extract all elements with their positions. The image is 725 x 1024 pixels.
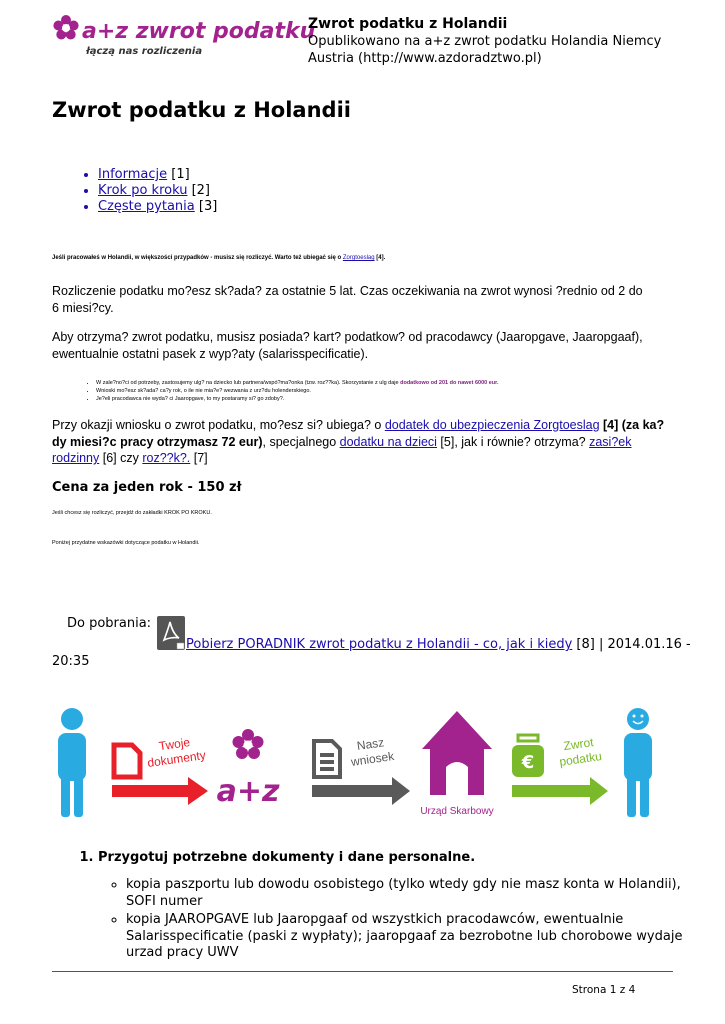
page-title: Zwrot podatku z Holandii xyxy=(52,98,351,122)
step-label-documents-2: dokumenty xyxy=(146,747,207,770)
tips-item xyxy=(96,379,499,387)
arrow-icon xyxy=(112,777,208,805)
tips-list xyxy=(86,379,499,403)
tips-highlight: dodatkowo od 201 do nawet 6000 eur. xyxy=(400,380,499,386)
step-label-documents-1: Twoje xyxy=(157,734,191,754)
svg-text:€: € xyxy=(521,752,535,773)
form-icon xyxy=(314,741,340,777)
paragraph-documents: Aby otrzyma? zwrot podatku, musisz posiada? kart? podatkow? od pracodawcy (Jaaropgave, Jaaropgaaf), ewentualnie ostatni pasek z wyp?aty (salarisspecificatie). xyxy=(52,330,643,361)
step-label-application-2: wniosek xyxy=(350,749,395,769)
tips-item xyxy=(96,395,499,403)
document-icon xyxy=(114,745,140,777)
tab-link-krok-po-kroku[interactable]: Krok po kroku xyxy=(98,183,188,198)
download-meta: [8] | 2014.01.16 - xyxy=(572,637,691,652)
step-label-application-1: Nasz xyxy=(355,735,385,753)
step-subitem: ◦ kopia JAAROPGAVE lub Jaaropgaaf od wszystkich pracodawców, ewentualnie Salarisspecificatie (paski z wypłaty); jaaropgaaf za bezrobotne lub chorobowe wydaje urzad pracy UWV xyxy=(126,912,688,962)
step-label-refund-1: Zwrot xyxy=(562,735,595,754)
benefits-text: , specjalnego xyxy=(262,434,340,449)
header-title: Zwrot podatku z Holandii xyxy=(308,16,508,32)
star-icon xyxy=(53,15,78,40)
header-published: Opublikowano na a+z zwrot podatku Holandia Niemcy Austria (http://www.azdoradztwo.pl) xyxy=(308,34,662,66)
step-title: Przygotuj potrzebne dokumenty i dane personalne. xyxy=(98,850,476,865)
page-number: Strona 1 z 4 xyxy=(572,984,636,996)
site-logo[interactable] xyxy=(52,14,316,58)
download-guide-link[interactable]: Pobierz PORADNIK zwrot podatku z Holandii - co, jak i kiedy xyxy=(186,637,573,652)
paragraph-benefits xyxy=(52,417,667,467)
tips-text: Je?eli pracodawca nie wyda? ci Jaaropgave, to my postaramy si? go zdoby?. xyxy=(96,396,285,402)
money-bag-icon xyxy=(512,735,544,777)
footer-divider xyxy=(52,971,673,972)
intro-note xyxy=(52,255,385,261)
steps-list xyxy=(80,850,688,964)
tab-ref: [1] xyxy=(171,167,190,182)
separation-link[interactable]: roz??k?. xyxy=(142,451,191,465)
child-benefit-link[interactable]: dodatku na dzieci xyxy=(339,434,437,449)
benefits-text: Przy okazji wniosku o zwrot podatku, mo?esz si? ubiega? o xyxy=(52,418,385,432)
tab-informacje xyxy=(98,167,217,183)
tab-czeste-pytania xyxy=(98,199,217,215)
tips-item xyxy=(96,387,499,395)
benefits-text: [6] czy xyxy=(99,451,143,465)
download-time: 20:35 xyxy=(52,654,90,669)
person-icon xyxy=(58,708,86,817)
process-infographic xyxy=(50,705,672,827)
tips-text: Wnioski mo?esz sk?ada? ca?y rok, o ile nie mia?e? wezwania z urz?du holenderskiego. xyxy=(96,388,311,394)
logo-brand-text: a+z zwrot podatku xyxy=(82,19,316,44)
tab-link-czeste-pytania[interactable]: Częste pytania xyxy=(98,199,195,214)
step-hint: Jeśli chcesz się rozliczyć, przejdź do zakładki KROK PO KROKU. xyxy=(52,510,212,516)
benefits-text: [5], jak i równie? otrzyma? xyxy=(436,434,590,449)
intro-note-text: Jeśli pracowałeś w Holandii, w większości przypadków - musisz się rozliczyć. Warto też ubiegać się o xyxy=(52,255,342,261)
step-subitem: ◦ kopia paszportu lub dowodu osobistego (tylko wtedy gdy nie masz konta w Holandii), SOFI numer xyxy=(126,877,688,910)
family-allowance-link[interactable]: zasi?ek rodzinny xyxy=(52,434,632,465)
step-subitems xyxy=(98,877,688,962)
tips-text: W zale?no?ci od potrzeby, zastosujemy ulg? na dziecko lub partnera/wspó?ma?onka (tzw. roz??ka). Skorzystanie z ulg daje xyxy=(96,380,399,386)
price-heading: Cena za jeden rok - 150 zł xyxy=(52,480,242,495)
tab-ref: [2] xyxy=(191,183,211,198)
pdf-icon[interactable] xyxy=(157,616,185,650)
tips-hint: Poniżej przydatne wskazówki dotyczące podatku w Holandii. xyxy=(52,540,200,546)
intro-note-ref: [4]. xyxy=(376,255,386,261)
download-label: Do pobrania: xyxy=(67,616,152,631)
benefits-bold: [4] (za ka?dy miesi?c pracy otrzymasz 72 eur) xyxy=(52,418,665,449)
happy-person-icon xyxy=(624,708,652,817)
step-label-refund-2: podatku xyxy=(558,749,603,769)
tax-office-icon xyxy=(422,711,492,795)
tab-krok-po-kroku xyxy=(98,183,217,199)
logo-tagline: łączą nas rozliczenia xyxy=(86,46,203,57)
tab-link-informacje[interactable]: Informacje xyxy=(98,167,168,182)
tab-ref: [3] xyxy=(198,199,218,214)
tab-list xyxy=(80,167,217,215)
paragraph-period: Rozliczenie podatku mo?esz sk?ada? za ostatnie 5 lat. Czas oczekiwania na zwrot wynosi ?rednio od 2 do 6 miesi?cy. xyxy=(52,284,643,315)
benefits-text: [7] xyxy=(190,451,208,465)
brand-logo-text: a+z xyxy=(216,774,280,809)
zorgtoeslag-benefit-link[interactable]: dodatek do ubezpieczenia Zorgtoeslag xyxy=(384,418,600,432)
arrow-icon xyxy=(312,777,410,805)
step-item xyxy=(98,850,688,962)
download-entry xyxy=(186,637,691,652)
tax-office-label: Urząd Skarbowy xyxy=(420,806,494,817)
arrow-icon xyxy=(512,777,608,805)
zorgtoeslag-link[interactable]: Zorgtoeslag xyxy=(342,255,375,261)
brand-star-icon xyxy=(233,729,264,759)
